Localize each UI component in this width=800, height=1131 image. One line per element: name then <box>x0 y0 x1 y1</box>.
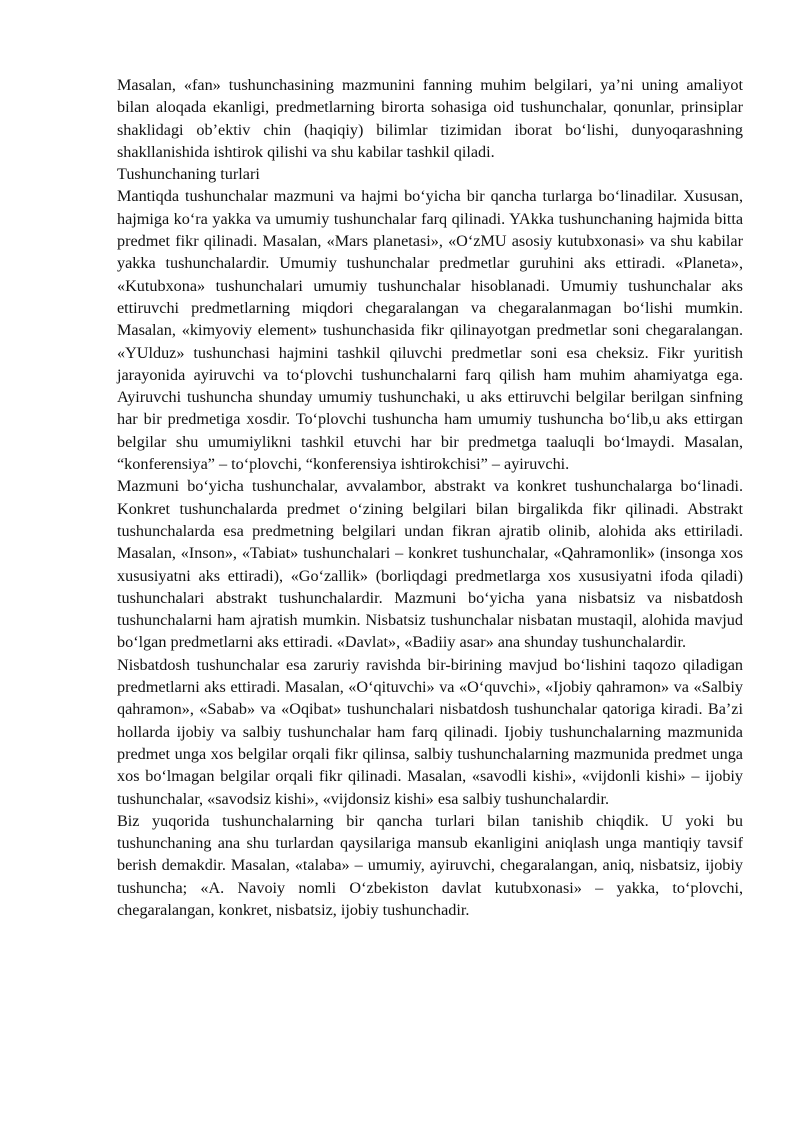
paragraph-content-types: Mazmuni bo‘yicha tushunchalar, avvalambor, abstrakt va konkret tushunchalarga bo‘linadi. Konkret tushunchalarda predmet o‘zining belgilari bilan birgalikda fikr qilinadi. Abstrakt tushunchalarda esa predmetning belgilari undan fikran ajratib olinib, alohida aks ettiriladi. Masalan, «Inson», «Tabiat» tushunchalari – konkret tushunchalar, «Qahramonlik» (insonga xos xususiyatni aks ettiradi), «Go‘zallik» (borliqdagi predmetlarga xos xususiyatni ifoda qiladi) tushunchalari abstrakt tushunchalardir. Mazmuni bo‘yicha yana nisbatsiz va nisbatdosh tushunchalarni ham ajratish mumkin. Nisbatsiz tushunchalar nisbatan mustaqil, alohida mavjud bo‘lgan predmetlarni aks ettiradi. «Davlat», «Badiiy asar» ana shunday tushunchalardir. <box>117 477 743 652</box>
document-page <box>117 74 743 921</box>
paragraph-relative-concepts: Nisbatdosh tushunchalar esa zaruriy ravishda bir-birining mavjud bo‘lishini taqozo qiladigan predmetlarni aks ettiradi. Masalan, «O‘qituvchi» va «O‘quvchi», «Ijobiy qahramon» va «Salbiy qahramon», «Sabab» va «Oqibat» tushunchalari nisbatdosh tushunchalar qatoriga kiradi. Ba’zi hollarda ijobiy va salbiy tushunchalar ham farq qilinadi. Ijobiy tushunchalarning mazmunida predmet unga xos belgilar orqali fikr qilinsa, salbiy tushunchalarning mazmunida predmet unga xos bo‘lmagan belgilar orqali fikr qilinadi. Masalan, «savodli kishi», «vijdonli kishi» – ijobiy tushunchalar, «savodsiz kishi», «vijdonsiz kishi» esa salbiy tushunchalardir. <box>117 655 743 808</box>
paragraph-volume-types: Mantiqda tushunchalar mazmuni va hajmi bo‘yicha bir qancha turlarga bo‘linadilar. Xususan, hajmiga ko‘ra yakka va umumiy tushunchalar farq qilinadi. YAkka tushunchaning hajmida bitta predmet fikr qilinadi. Masalan, «Mars planetasi», «O‘zMU asosiy kutubxonasi» va shu kabilar yakka tushunchalardir. Umumiy tushunchalar predmetlar guruhini aks ettiradi. «Planeta», «Kutubxona» tushunchalari umumiy tushunchalar hisoblanadi. Umumiy tushunchalar aks ettiruvchi predmetlarning miqdori chegaralangan va chegaralanmagan bo‘lishi mumkin. Masalan, «kimyoviy element» tushunchasida fikr qilinayotgan predmetlar soni chegaralangan. «YUlduz» tushunchasi hajmini tashkil qiluvchi predmetlar soni esa cheksiz. Fikr yuritish jarayonida ayiruvchi va to‘plovchi tushunchalarni farq qilish ham muhim ahamiyatga ega. Ayiruvchi tushuncha shunday umumiy tushunchaki, u aks ettiruvchi belgilar berilgan sinfning har bir predmetiga xosdir. To‘plovchi tushuncha ham umumiy tushuncha bo‘lib,u aks ettirgan belgilar shu umumiylikni tashkil etuvchi har bir predmetga taaluqli bo‘lmaydi. Masalan, “konferensiya” – to‘plovchi, “konferensiya ishtirokchisi” – ayiruvchi. <box>117 187 743 474</box>
section-heading-concept-types: Tushunchaning turlari <box>117 165 260 184</box>
paragraph-fan-concept: Masalan, «fan» tushunchasining mazmunini fanning muhim belgilari, ya’ni uning amaliyot bilan aloqada ekanligi, predmetlarning birorta sohasiga oid tushunchalar, qonunlar, prinsiplar shaklidagi ob’ektiv chin (haqiqiy) bilimlar tizimidan iborat bo‘lishi, dunyoqarashning shakllanishida ishtirok qilishi va shu kabilar tashkil qiladi. <box>117 76 743 161</box>
paragraph-summary: Biz yuqorida tushunchalarning bir qancha turlari bilan tanishib chiqdik. U yoki bu tushunchaning ana shu turlardan qaysilariga mansub ekanligini aniqlash unga mantiqiy tavsif berish demakdir. Masalan, «talaba» – umumiy, ayiruvchi, chegaralangan, aniq, nisbatsiz, ijobiy tushuncha; «A. Navoiy nomli O‘zbekiston davlat kutubxonasi» – yakka, to‘plovchi, chegaralangan, konkret, nisbatsiz, ijobiy tushunchadir. <box>117 811 743 919</box>
